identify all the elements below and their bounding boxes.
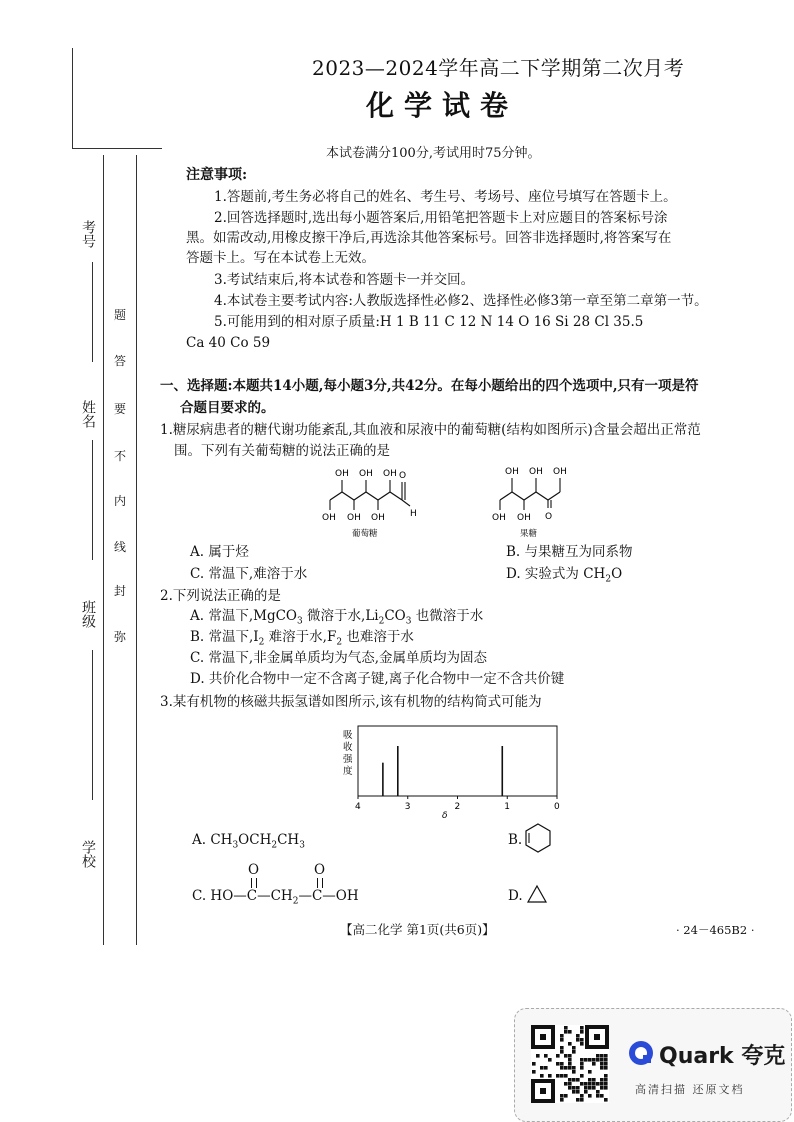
nmr-xlabel: δ (442, 811, 448, 820)
q1-stem-2: 围。下列有关葡萄糖的说法正确的是 (174, 443, 390, 459)
q2-b-p0: B. 常温下,I (190, 629, 259, 645)
q3-a-p2: 2 (271, 840, 278, 851)
notice-item-2b: 黑。如需改动,用橡皮擦干净后,再选涂其他答案标号。回答非选择题时,将答案写在 (186, 230, 672, 246)
q3-a-p1: OCH (238, 832, 272, 848)
q1-stem-1: 1.糖尿病患者的糖代谢功能紊乱,其血液和尿液中的葡萄糖(结构如图所示)含量会超出正常范 (160, 422, 701, 438)
label-class: 班级 (80, 600, 96, 628)
fructose-structure (490, 462, 590, 540)
nmr-ylabel-1: 吸 (343, 730, 353, 741)
q3-c-suffix: —C—OH (298, 888, 359, 904)
nmr-tick-label-4: 4 (355, 802, 361, 812)
glucose-oh-5: OH (347, 513, 361, 523)
quark-brand: Quark 夸克 (659, 1044, 786, 1069)
notice-item-5: 5.可能用到的相对原子质量:H 1 B 11 C 12 N 14 O 16 Si 28 Cl 35.5 (214, 314, 644, 330)
glucose-oh-3: OH (383, 469, 397, 479)
nmr-tick-label-2: 2 (454, 802, 461, 812)
quark-watermark (514, 1008, 792, 1122)
glucose-oh-4: OH (322, 513, 336, 523)
q1-option-b: B. 与果糖互为同系物 (506, 544, 633, 560)
fructose-label: 果糖 (520, 529, 538, 539)
fructose-oh-5: OH (517, 513, 531, 523)
quark-logo-icon (627, 1039, 655, 1067)
section-heading-2: 合题目要求的。 (180, 400, 275, 416)
fructose-oh-1: OH (505, 467, 519, 477)
page-footer: 【高二化学 第1页(共6页)】 (340, 922, 495, 937)
seal-char-5: 线 (114, 540, 127, 554)
fructose-oh-4: OH (492, 513, 506, 523)
seal-char-1: 答 (114, 354, 127, 368)
q2-a-p6: 也微溶于水 (411, 608, 484, 624)
q2-option-d: D. 共价化合物中一定不含离子键,离子化合物中一定不含共价键 (190, 671, 565, 687)
seal-char-3: 不 (114, 449, 127, 463)
q3-c-prefix: C. HO—C—CH (192, 888, 293, 904)
q2-b-p3: 2 (336, 637, 343, 648)
q2-stem: 2.下列说法正确的是 (160, 588, 281, 604)
label-school: 学校 (80, 840, 96, 868)
glucose-oh-6: OH (371, 513, 385, 523)
glucose-o: O (399, 471, 407, 481)
q2-option-c: C. 常温下,非金属单质均为气态,金属单质均为固态 (190, 650, 488, 666)
q1-d-prefix: D. 实验式为 CH (506, 566, 606, 582)
fructose-oh-2: OH (529, 467, 543, 477)
notice-item-2: 2.回答选择题时,选出每小题答案后,用铅笔把答题卡上对应题目的答案标号涂 (214, 210, 668, 226)
fructose-oh-3: OH (553, 467, 567, 477)
nmr-ylabel-3: 强 (343, 754, 353, 765)
exam-title: 2023—2024学年高二下学期第二次月考 (312, 56, 685, 80)
exam-info: 本试卷满分100分,考试用时75分钟。 (326, 146, 541, 161)
q1-d-suffix: O (611, 566, 623, 582)
label-exam-no: 考号 (80, 220, 96, 248)
glucose-oh-2: OH (359, 469, 373, 479)
seal-char-4: 内 (114, 494, 127, 508)
binding-line-inner (136, 155, 137, 945)
class-blank (92, 650, 93, 800)
notice-item-5b: Ca 40 Co 59 (186, 335, 271, 351)
paper-code: · 24－465B2 · (676, 923, 755, 937)
cyclohexene-structure (524, 822, 552, 854)
q2-a-p3: 2 (378, 616, 385, 627)
q3-a-prefix: A. CH (192, 832, 233, 848)
q2-a-p4: CO (384, 608, 406, 624)
seal-char-6: 封 (114, 584, 127, 598)
q2-b-p1: 2 (258, 637, 265, 648)
subject-title: 化学试卷 (366, 89, 519, 122)
exam-no-blank (92, 262, 93, 362)
glucose-structure (318, 462, 428, 540)
nmr-ylabel-2: 收 (343, 742, 353, 753)
glucose-oh-1: OH (335, 469, 349, 479)
notice-item-2c: 答题卡上。写在本试卷上无效。 (186, 250, 375, 266)
nmr-tick-label-3: 3 (404, 802, 411, 812)
binding-top-rule (72, 148, 162, 149)
label-name: 姓名 (80, 400, 96, 428)
q2-b-p4: 也难溶于水 (342, 629, 414, 645)
q3-c-sub: 2 (292, 896, 299, 907)
qr-code (531, 1025, 609, 1103)
q3-option-a (192, 832, 305, 851)
notice-item-4: 4.本试卷主要考试内容:人教版选择性必修2、选择性必修3第一章至第二章第一节。 (214, 293, 708, 309)
q2-a-p2: 微溶于水,Li (302, 608, 379, 624)
q2-b-p2: 难溶于水,F (264, 629, 337, 645)
q3-a-p4: 3 (299, 840, 305, 851)
notice-heading: 注意事项: (186, 167, 248, 183)
notice-item-3: 3.考试结束后,将本试卷和答题卡一并交回。 (214, 272, 475, 288)
q1-option-c: C. 常温下,难溶于水 (190, 566, 308, 582)
q1-option-d (506, 566, 622, 585)
q2-option-b (190, 629, 414, 648)
name-blank (92, 440, 93, 560)
q1-d-sub: 2 (605, 574, 612, 585)
q3-option-c (192, 888, 359, 907)
seal-char-0: 题 (114, 308, 127, 322)
q3-c-dbl-left (251, 878, 257, 888)
seal-char-2: 要 (114, 402, 127, 416)
q2-a-p1: 3 (297, 616, 303, 627)
q3-c-dbl-right (317, 878, 323, 888)
section-heading-1: 一、选择题:本题共14小题,每小题3分,共42分。在每小题给出的四个选项中,只有一项是符 (160, 378, 699, 394)
q3-a-p0: 3 (232, 840, 239, 851)
q2-option-a (190, 608, 483, 627)
fructose-o: O (545, 512, 553, 522)
binding-line-left (72, 48, 73, 148)
q3-c-o-left: O (248, 862, 260, 878)
binding-line-outer (103, 155, 104, 945)
notice-item-1: 1.答题前,考生务必将自己的姓名、考生号、考场号、座位号填写在答题卡上。 (214, 189, 677, 205)
seal-char-7: 弥 (114, 630, 127, 644)
q3-option-d: D. (508, 888, 523, 904)
q3-stem: 3.某有机物的核磁共振氢谱如图所示,该有机物的结构简式可能为 (160, 694, 542, 710)
nmr-frame (358, 726, 557, 796)
q2-a-p0: A. 常温下,MgCO (190, 608, 297, 624)
glucose-h: H (410, 509, 417, 519)
q3-c-o-right: O (314, 862, 326, 878)
q1-option-a: A. 属于烃 (190, 544, 249, 560)
quark-slogan: 高清扫描 还原文档 (635, 1083, 745, 1096)
cyclopropane-structure (526, 884, 548, 904)
nmr-tick-label-0: 0 (554, 802, 560, 812)
q3-a-p3: CH (277, 832, 300, 848)
nmr-spectrum-chart (338, 718, 570, 820)
nmr-ylabel-4: 度 (343, 766, 353, 777)
nmr-tick-label-1: 1 (504, 802, 510, 812)
q2-a-p5: 3 (405, 616, 412, 627)
glucose-label: 葡萄糖 (352, 529, 378, 539)
q3-option-b: B. (508, 832, 523, 848)
